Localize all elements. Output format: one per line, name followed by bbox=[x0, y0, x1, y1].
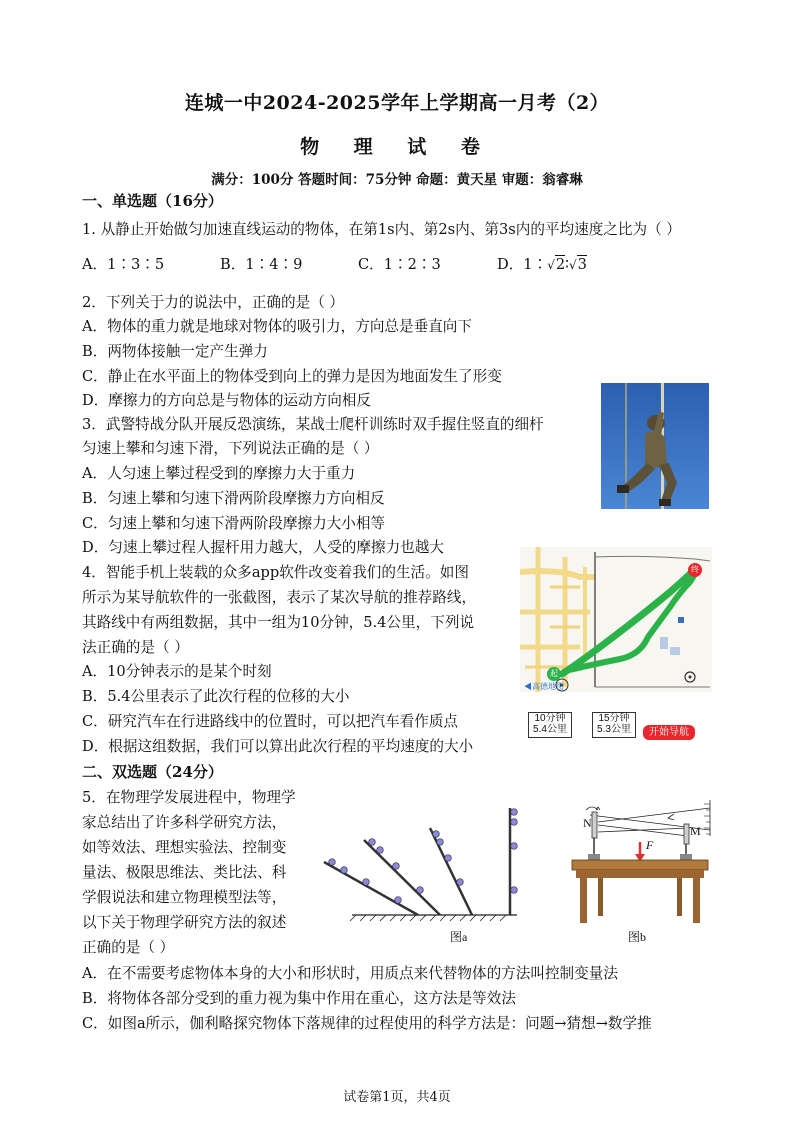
map-logo-icon: ◀ bbox=[524, 682, 532, 691]
figure-b-mirror-table bbox=[568, 800, 712, 925]
route-option-1-distance: 5.4公里 bbox=[533, 724, 567, 735]
figure-b-label: 图b bbox=[628, 930, 647, 944]
q4-stem-line1: 4．智能手机上装载的众多app软件改变着我们的生活。如图 bbox=[82, 564, 469, 581]
q4-option-a: A．10分钟表示的是某个时刻 bbox=[82, 663, 272, 680]
q1-sqrt3: 3 bbox=[577, 256, 587, 273]
q1-option-d-mid: ∶ bbox=[565, 256, 569, 273]
q5-stem-line3: 如等效法、理想实验法、控制变 bbox=[82, 839, 287, 856]
q4-option-c: C．研究汽车在行进路线中的位置时，可以把汽车看作质点 bbox=[82, 713, 459, 730]
map-logo: ◀高德地图 bbox=[524, 682, 564, 691]
start-navigation-button[interactable]: 开始导航 bbox=[643, 725, 695, 740]
q5-stem-line5: 学假说法和建立物理模型法等， bbox=[82, 889, 287, 906]
navigation-map bbox=[520, 547, 712, 692]
figure-a-inclined-planes bbox=[322, 800, 522, 925]
q2-option-b: B．两物体接触一定产生弹力 bbox=[82, 343, 268, 360]
q1-sqrt2: 2 bbox=[555, 256, 566, 273]
q2-option-d: D．摩擦力的方向总是与物体的运动方向相反 bbox=[82, 392, 371, 409]
q5-option-a: A．在不需要考虑物体本身的大小和形状时，用质点来代替物体的方法叫控制变量法 bbox=[82, 965, 618, 982]
figure-b-label-n: N bbox=[583, 816, 592, 830]
section-heading-single-choice: 一、单选题（16分） bbox=[82, 192, 223, 210]
q2-stem: 2．下列关于力的说法中，正确的是（ ） bbox=[82, 294, 345, 311]
exam-meta: 满分：100分 答题时间：75分钟 命题：黄天星 审题：翁睿琳 bbox=[211, 172, 583, 188]
q1-option-b: B．1∶4∶9 bbox=[220, 256, 303, 273]
route-option-2-distance: 5.3公里 bbox=[597, 724, 631, 735]
q5-stem-line6: 以下关于物理学研究方法的叙述 bbox=[82, 914, 287, 931]
q1-stem: 1. 从静止开始做匀加速直线运动的物体，在第1s内、第2s内、第3s内的平均速度之比为（ ） bbox=[82, 221, 681, 238]
exam-title: 连城一中2024-2025学年上学期高一月考（2） bbox=[184, 92, 610, 114]
q1-option-d-prefix: D．1∶ bbox=[497, 256, 548, 273]
q4-stem-line4: 法正确的是（ ） bbox=[82, 639, 189, 656]
q2-option-a: A．物体的重力就是地球对物体的吸引力，方向总是垂直向下 bbox=[82, 318, 472, 335]
page-footer: 试卷第1页，共4页 bbox=[343, 1090, 451, 1105]
map-end-marker: 终 bbox=[691, 565, 699, 574]
q1-option-d: D．1∶√2∶√3 bbox=[497, 256, 587, 273]
figure-a-label: 图a bbox=[450, 930, 468, 944]
q2-option-c: C．静止在水平面上的物体受到向上的弹力是因为地面发生了形变 bbox=[82, 368, 502, 385]
q4-stem-line2: 所示为某导航软件的一张截图，表示了某次导航的推荐路线， bbox=[82, 589, 477, 606]
section-heading-double-choice: 二、双选题（24分） bbox=[82, 763, 223, 781]
q5-stem-line4: 量法、极限思维法、类比法、科 bbox=[82, 864, 287, 881]
q3-option-c: C．匀速上攀和匀速下滑两阶段摩擦力大小相等 bbox=[82, 515, 386, 532]
q5-stem-line1: 5．在物理学发展进程中，物理学 bbox=[82, 789, 296, 806]
q5-option-b: B．将物体各部分受到的重力视为集中作用在重心，这方法是等效法 bbox=[82, 990, 516, 1007]
q5-stem-line2: 家总结出了许多科学研究方法， bbox=[82, 814, 287, 831]
route-option-2[interactable] bbox=[592, 712, 636, 738]
exam-subtitle: 物 理 试 卷 bbox=[300, 136, 494, 158]
q3-stem-line2: 匀速上攀和匀速下滑，下列说法正确的是（ ） bbox=[82, 440, 379, 457]
route-option-1-time: 10分钟 bbox=[534, 713, 566, 724]
pole-climbing-photo bbox=[601, 383, 709, 509]
q1-option-a: A．1∶3∶5 bbox=[82, 256, 165, 273]
q5-stem-line7: 正确的是（ ） bbox=[82, 939, 175, 956]
q4-option-d: D．根据这组数据，我们可以算出此次行程的平均速度的大小 bbox=[82, 738, 474, 755]
q3-stem-line1: 3．武警特战分队开展反恐演练，某战士爬杆训练时双手握住竖直的细杆 bbox=[82, 416, 544, 433]
q5-option-c: C．如图a所示，伽利略探究物体下落规律的过程使用的科学方法是：问题→猜想→数学推 bbox=[82, 1015, 652, 1032]
route-option-1[interactable] bbox=[528, 712, 572, 738]
map-start-marker: 起 bbox=[550, 669, 558, 678]
route-option-2-time: 15分钟 bbox=[598, 713, 630, 724]
q3-option-a: A．人匀速上攀过程受到的摩擦力大于重力 bbox=[82, 465, 356, 482]
figure-b-label-m: M bbox=[690, 824, 701, 838]
q4-stem-line3: 其路线中有两组数据，其中一组为10分钟，5.4公里，下列说 bbox=[82, 614, 475, 631]
q1-option-c: C．1∶2∶3 bbox=[358, 256, 441, 273]
q3-option-b: B．匀速上攀和匀速下滑两阶段摩擦力方向相反 bbox=[82, 490, 385, 507]
figure-b-label-f: F bbox=[646, 838, 654, 852]
q4-option-b: B．5.4公里表示了此次行程的位移的大小 bbox=[82, 688, 350, 705]
q3-option-d: D．匀速上攀过程人握杆用力越大，人受的摩擦力也越大 bbox=[82, 539, 444, 556]
